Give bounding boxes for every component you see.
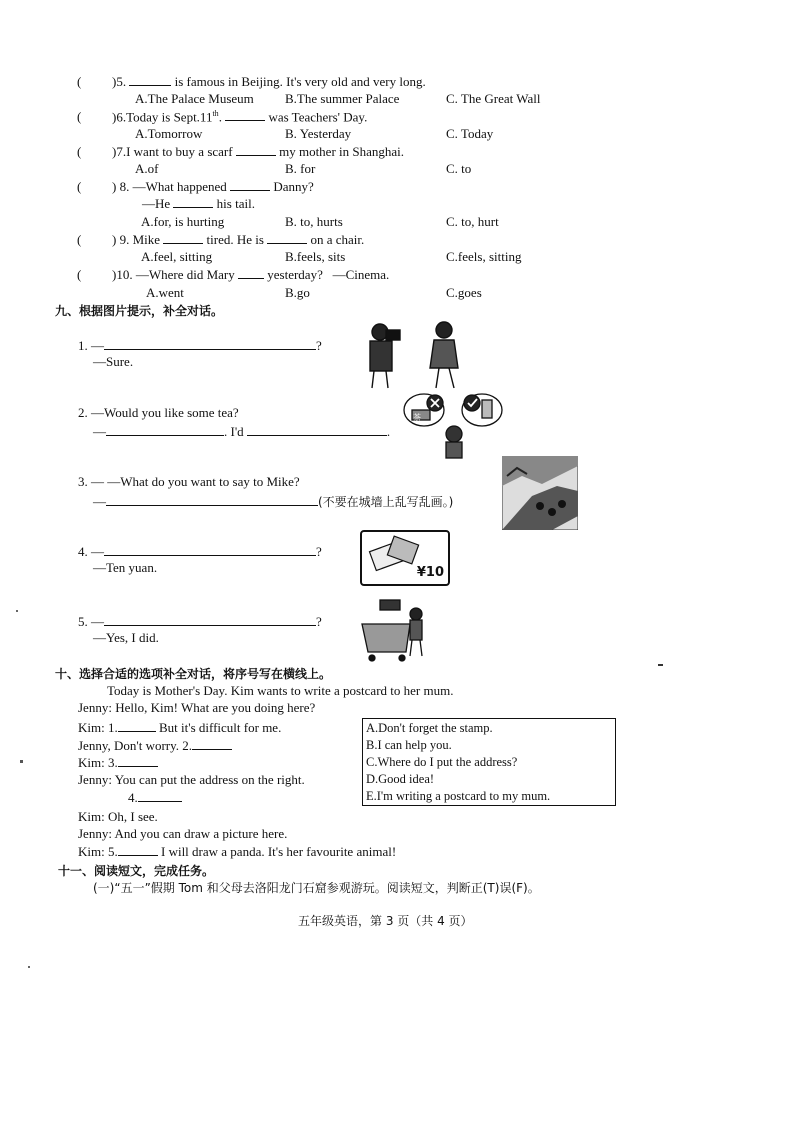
section9-title: 九、根据图片提示，补全对话。 [55,304,224,318]
answer-blank[interactable] [118,720,156,732]
answer-blank[interactable] [230,179,270,191]
answer-blank[interactable] [106,424,224,436]
section10-title: 十、选择合适的选项补全对话，将序号写在横线上。 [55,667,332,681]
dialog-line: Kim: 3. [78,755,158,771]
question-text: )7.I want to buy a scarf my mother in Shanghai. [112,144,405,159]
option-a: A.feel, sitting [141,249,213,264]
answer-blank[interactable] [104,544,316,556]
option-c: C.goes [446,285,482,300]
answer-paren[interactable]: ( [77,232,82,247]
price-label: ¥10 [416,565,444,580]
section11-title: 十一、阅读短文，完成任务。 [58,864,215,878]
option-d: D.Good idea! [366,772,435,786]
dialog-line: Kim: 5. I will draw a panda. It's her favourite animal! [78,844,397,859]
q2-question: 2. —Would you like some tea? [78,405,239,420]
tea-label: 茶 [413,413,421,422]
scan-mark [28,966,30,968]
option-b: B. Yesterday [285,126,352,141]
section11-subtitle: (一)“五一”假期 Tom 和父母去洛阳龙门石窟参观游玩。阅读短文，判断正(T)误(F)。 [93,881,540,895]
tea-juice-choice-picture [402,390,506,460]
dialog-line: Jenny: You can put the address on the right. [78,772,305,787]
scan-mark [16,610,18,612]
q4-line: 4. — ? [78,544,322,559]
option-b: B. to, hurts [285,214,343,229]
paren-open: ( [77,74,82,89]
option-c: C. The Great Wall [446,91,541,106]
question-text-line2: —He his tail. [142,196,255,211]
q3-question: 3. — —What do you want to say to Mike? [78,474,300,489]
answer-blank[interactable] [104,338,316,350]
answer-paren[interactable]: ( [77,267,82,282]
options-box [362,718,616,806]
great-wall-picture [502,456,578,530]
dialog-line: Jenny: And you can draw a picture here. [78,826,288,841]
option-a: A.went [146,285,184,300]
answer-blank[interactable] [225,109,265,121]
option-a: A.Don't forget the stamp. [366,721,493,735]
option-c: C. Today [446,126,494,141]
answer-blank[interactable] [138,790,182,802]
option-b: B.feels, sits [285,249,346,264]
dialog-line: 4. [128,790,182,806]
scan-mark [658,664,663,666]
option-e: E.I'm writing a postcard to my mum. [366,789,551,803]
question-text: ) 9. Mike tired. He is on a chair. [112,232,365,247]
option-c: C. to [446,161,472,176]
q5-answer: —Yes, I did. [93,630,159,645]
option-c: C. to, hurt [446,214,499,229]
answer-blank[interactable] [247,424,387,436]
postcard-price-picture [360,530,450,586]
answer-paren[interactable]: ( [77,109,82,124]
answer-blank[interactable] [129,74,171,86]
dialog-line: Jenny, Don't worry. 2. [78,738,232,754]
answer-blank[interactable] [192,738,232,750]
option-a: A.of [135,161,159,176]
answer-blank[interactable] [173,196,213,208]
page-footer: 五年级英语，第 3 页（共 4 页） [298,914,473,928]
section10-intro: Today is Mother's Day. Kim wants to write a postcard to her mum. [107,683,454,698]
q2-line: — . I'd . [93,424,391,439]
q5-line: 5. — ? [78,614,322,629]
answer-blank[interactable] [238,267,264,279]
two-kids-camera-picture [356,318,476,390]
question-text: )6.Today is Sept.11th. was Teachers' Day. [112,109,368,125]
question-text: )10. —Where did Mary yesterday? —Cinema. [112,267,390,282]
option-b: B.The summer Palace [285,91,400,106]
option-b: B.I can help you. [366,738,452,752]
answer-blank[interactable] [267,232,307,244]
question-text: ) 8. —What happened Danny? [112,179,314,194]
dialog-line: Kim: Oh, I see. [78,809,158,824]
option-a: A.The Palace Museum [135,91,254,106]
answer-blank[interactable] [118,844,158,856]
option-a: A.for, is hurting [141,214,225,229]
shopping-cart-picture [360,598,430,662]
option-c: C.Where do I put the address? [366,755,518,769]
q1-answer: —Sure. [93,354,134,369]
answer-blank[interactable] [104,614,316,626]
answer-blank[interactable] [236,144,276,156]
answer-paren[interactable]: ( [77,179,82,194]
q3-line: — (不要在城墙上乱写乱画。) [93,494,454,509]
dialog-line: Jenny: Hello, Kim! What are you doing here? [78,700,316,715]
option-b: B.go [285,285,310,300]
q4-answer: —Ten yuan. [93,560,158,575]
option-a: A.Tomorrow [135,126,203,141]
answer-blank[interactable] [163,232,203,244]
option-c: C.feels, sitting [446,249,522,264]
answer-paren[interactable]: ( [77,144,82,159]
question-text: )5. is famous in Beijing. It's very old and very long. [112,74,426,89]
option-b: B. for [285,161,316,176]
q1-line: 1. — ? [78,338,322,353]
answer-blank[interactable] [118,755,158,767]
answer-blank[interactable] [106,494,318,506]
answer-paren[interactable] [77,74,81,90]
scan-mark [20,760,23,763]
dialog-line: Kim: 1. But it's difficult for me. [78,720,282,735]
